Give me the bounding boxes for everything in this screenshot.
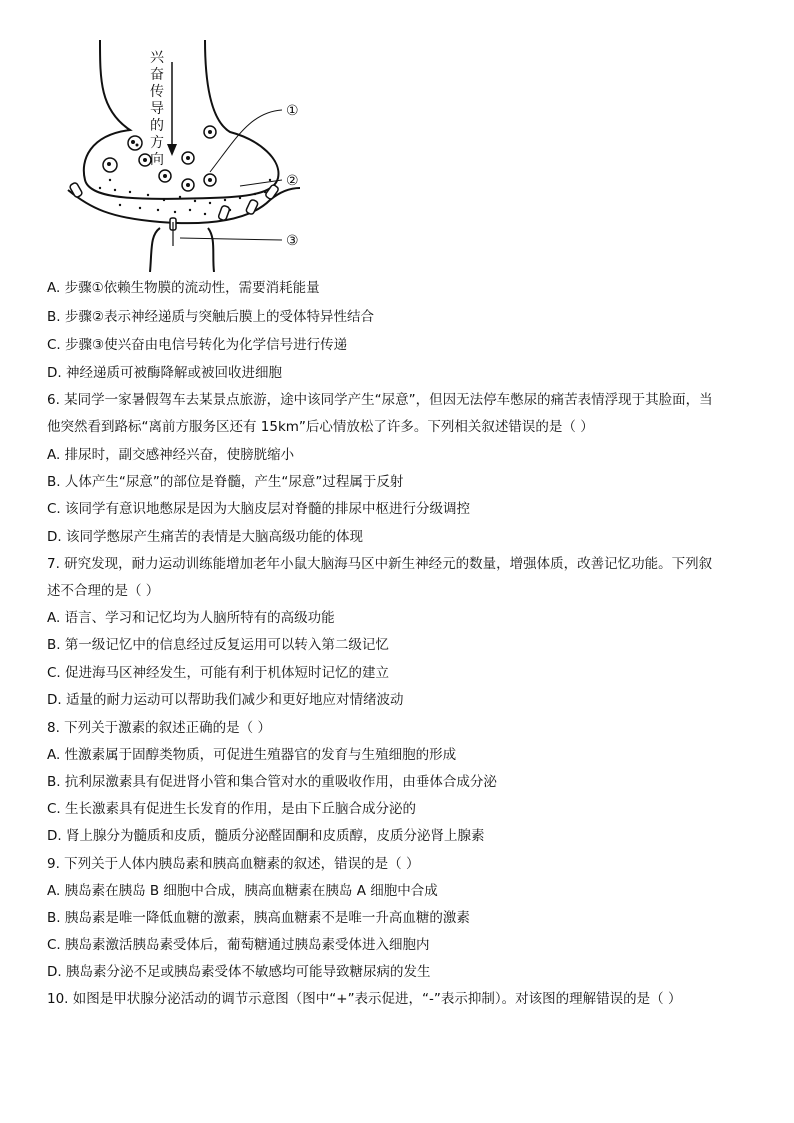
- q7-stem-line2: 述不合理的是（ ）: [47, 583, 160, 599]
- q7-option-b: B. 第一级记忆中的信息经过反复运用可以转入第二级记忆: [47, 637, 389, 653]
- presynaptic-membrane: [84, 40, 279, 199]
- q5-option-b: B. 步骤②表示神经递质与突触后膜上的受体特异性结合: [47, 309, 374, 325]
- q6-stem-line2: 他突然看到路标“离前方服务区还有 15km”后心情放松了许多。下列相关叙述错误的是（ ）: [47, 419, 594, 435]
- q9-option-c: C. 胰岛素激活胰岛素受体后，葡萄糖通过胰岛素受体进入细胞内: [47, 937, 430, 953]
- q7-option-a: A. 语言、学习和记忆均为人脑所特有的高级功能: [47, 610, 335, 626]
- label-char: 兴: [150, 50, 164, 66]
- label-char: 向: [150, 152, 164, 168]
- q7-option-c: C. 促进海马区神经发生，可能有利于机体短时记忆的建立: [47, 665, 390, 681]
- label-char: 传: [150, 84, 164, 100]
- q9-option-a: A. 胰岛素在胰岛 B 细胞中合成，胰高血糖素在胰岛 A 细胞中合成: [47, 883, 438, 899]
- q10-stem: 10. 如图是甲状腺分泌活动的调节示意图（图中“+”表示促进，“-”表示抑制）。对该图的理解错误的是（ ）: [47, 991, 682, 1007]
- receptor-channels: [69, 182, 279, 230]
- label-char: 的: [150, 118, 164, 134]
- marker-2: ②: [286, 173, 299, 189]
- label-char: 方: [150, 135, 164, 151]
- synapse-diagram: [60, 40, 320, 272]
- label-char: 奋: [150, 67, 164, 83]
- q7-option-d: D. 适量的耐力运动可以帮助我们减少和更好地应对情绪波动: [47, 692, 404, 708]
- q8-option-b: B. 抗利尿激素具有促进肾小管和集合管对水的重吸收作用，由垂体合成分泌: [47, 774, 497, 790]
- q9-option-d: D. 胰岛素分泌不足或胰岛素受体不敏感均可能导致糖尿病的发生: [47, 964, 431, 980]
- q8-stem: 8. 下列关于激素的叙述正确的是（ ）: [47, 720, 271, 736]
- marker-1: ①: [286, 103, 299, 119]
- label-char: 导: [150, 101, 164, 117]
- q6-option-a: A. 排尿时，副交感神经兴奋，使膀胱缩小: [47, 447, 295, 463]
- q9-stem: 9. 下列关于人体内胰岛素和胰高血糖素的叙述，错误的是（ ）: [47, 856, 420, 872]
- direction-arrowhead: [167, 144, 177, 156]
- q5-option-a: A. 步骤①依赖生物膜的流动性，需要消耗能量: [47, 280, 320, 296]
- q6-option-d: D. 该同学憋尿产生痛苦的表情是大脑高级功能的体现: [47, 529, 363, 545]
- q6-option-c: C. 该同学有意识地憋尿是因为大脑皮层对脊髓的排尿中枢进行分级调控: [47, 501, 471, 517]
- q6-option-b: B. 人体产生“尿意”的部位是脊髓，产生“尿意”过程属于反射: [47, 474, 404, 490]
- q5-option-c: C. 步骤③使兴奋由电信号转化为化学信号进行传递: [47, 337, 348, 353]
- synapse-svg: [60, 40, 320, 272]
- q8-option-c: C. 生长激素具有促进生长发育的作用，是由下丘脑合成分泌的: [47, 801, 417, 817]
- q5-option-d: D. 神经递质可被酶降解或被回收进细胞: [47, 365, 282, 381]
- leader-line-3: [180, 238, 282, 240]
- q9-option-b: B. 胰岛素是唯一降低血糖的激素，胰高血糖素不是唯一升高血糖的激素: [47, 910, 470, 926]
- q8-option-a: A. 性激素属于固醇类物质，可促进生殖器官的发育与生殖细胞的形成: [47, 747, 457, 763]
- leader-line-1: [210, 110, 282, 172]
- q7-stem-line1: 7. 研究发现，耐力运动训练能增加老年小鼠大脑海马区中新生神经元的数量，增强体质，改善记忆功能。下列叙: [47, 556, 713, 572]
- q8-option-d: D. 肾上腺分为髓质和皮质，髓质分泌醛固酮和皮质醇，皮质分泌肾上腺素: [47, 828, 485, 844]
- direction-label: [150, 50, 165, 168]
- postsynaptic-neck: [150, 228, 214, 272]
- marker-3: ③: [286, 233, 299, 249]
- q6-stem-line1: 6. 某同学一家暑假驾车去某景点旅游，途中该同学产生“尿意”，但因无法停车憋尿的痛苦表情浮现于其脸面，当: [47, 392, 713, 408]
